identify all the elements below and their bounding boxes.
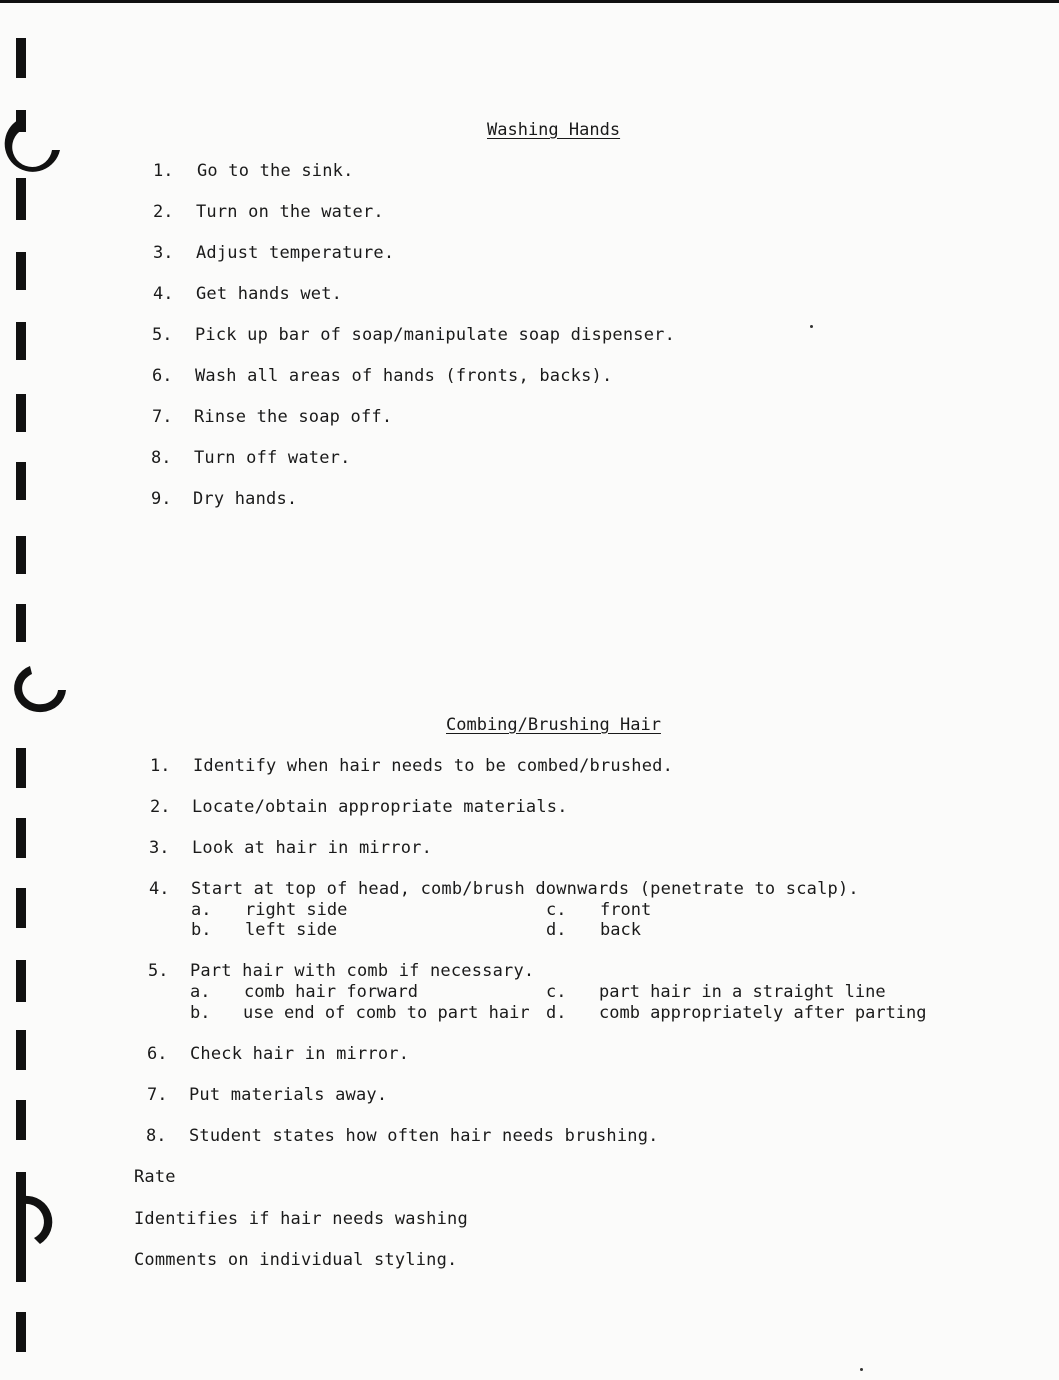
sub-text: use end of comb to part hair: [243, 1003, 530, 1023]
sub-letter: c.: [546, 982, 567, 1002]
sub-text: left side: [245, 920, 338, 940]
sub-letter: a.: [191, 900, 212, 920]
step-text: Part hair with comb if necessary.: [190, 961, 535, 981]
sub-letter: a.: [190, 982, 211, 1002]
step-number: 2.: [150, 797, 171, 817]
step-number: 1.: [150, 756, 171, 776]
note-styling: Comments on individual styling.: [134, 1250, 458, 1270]
sub-letter: d.: [546, 1003, 567, 1023]
scan-speck: [860, 1368, 863, 1371]
sub-text: comb hair forward: [244, 982, 418, 1002]
step-text: Student states how often hair needs brushing.: [189, 1126, 659, 1146]
step-number: 6.: [152, 366, 173, 386]
sub-letter: b.: [190, 1003, 211, 1023]
sub-text: part hair in a straight line: [599, 982, 886, 1002]
sub-letter: b.: [191, 920, 212, 940]
step-number: 5.: [152, 325, 173, 345]
step-text: Start at top of head, comb/brush downwards (penetrate to scalp).: [191, 879, 859, 899]
step-text: Locate/obtain appropriate materials.: [192, 797, 568, 817]
step-number: 1.: [153, 161, 174, 181]
step-number: 2.: [153, 202, 174, 222]
step-text: Get hands wet.: [196, 284, 343, 304]
binder-holes-icon: [0, 0, 80, 1380]
step-number: 8.: [146, 1126, 167, 1146]
washing-hands-title: Washing Hands: [487, 120, 621, 140]
step-number: 4.: [153, 284, 174, 304]
scan-speck: [810, 325, 813, 328]
note-rate: Rate: [134, 1167, 176, 1187]
step-number: 4.: [149, 879, 170, 899]
step-number: 9.: [151, 489, 172, 509]
step-text: Go to the sink.: [197, 161, 354, 181]
step-text: Rinse the soap off.: [194, 407, 393, 427]
step-number: 3.: [149, 838, 170, 858]
step-number: 3.: [153, 243, 174, 263]
step-text: Put materials away.: [189, 1085, 388, 1105]
sub-text: front: [600, 900, 652, 920]
sub-text: right side: [245, 900, 348, 920]
step-number: 7.: [152, 407, 173, 427]
step-text: Turn on the water.: [196, 202, 384, 222]
sub-letter: d.: [546, 920, 567, 940]
step-text: Adjust temperature.: [196, 243, 395, 263]
step-text: Identify when hair needs to be combed/brushed.: [193, 756, 674, 776]
step-text: Wash all areas of hands (fronts, backs).: [195, 366, 613, 386]
combing-hair-title: Combing/Brushing Hair: [446, 715, 661, 735]
step-text: Turn off water.: [194, 448, 351, 468]
sub-text: back: [600, 920, 641, 940]
page-top-edge: [0, 0, 1059, 3]
step-number: 6.: [147, 1044, 168, 1064]
step-text: Check hair in mirror.: [190, 1044, 410, 1064]
step-text: Look at hair in mirror.: [192, 838, 433, 858]
step-number: 7.: [147, 1085, 168, 1105]
note-washing: Identifies if hair needs washing: [134, 1209, 468, 1229]
sub-letter: c.: [546, 900, 567, 920]
sub-text: comb appropriately after parting: [599, 1003, 927, 1023]
step-number: 5.: [148, 961, 169, 981]
step-text: Pick up bar of soap/manipulate soap dispenser.: [195, 325, 676, 345]
step-text: Dry hands.: [193, 489, 298, 509]
step-number: 8.: [151, 448, 172, 468]
